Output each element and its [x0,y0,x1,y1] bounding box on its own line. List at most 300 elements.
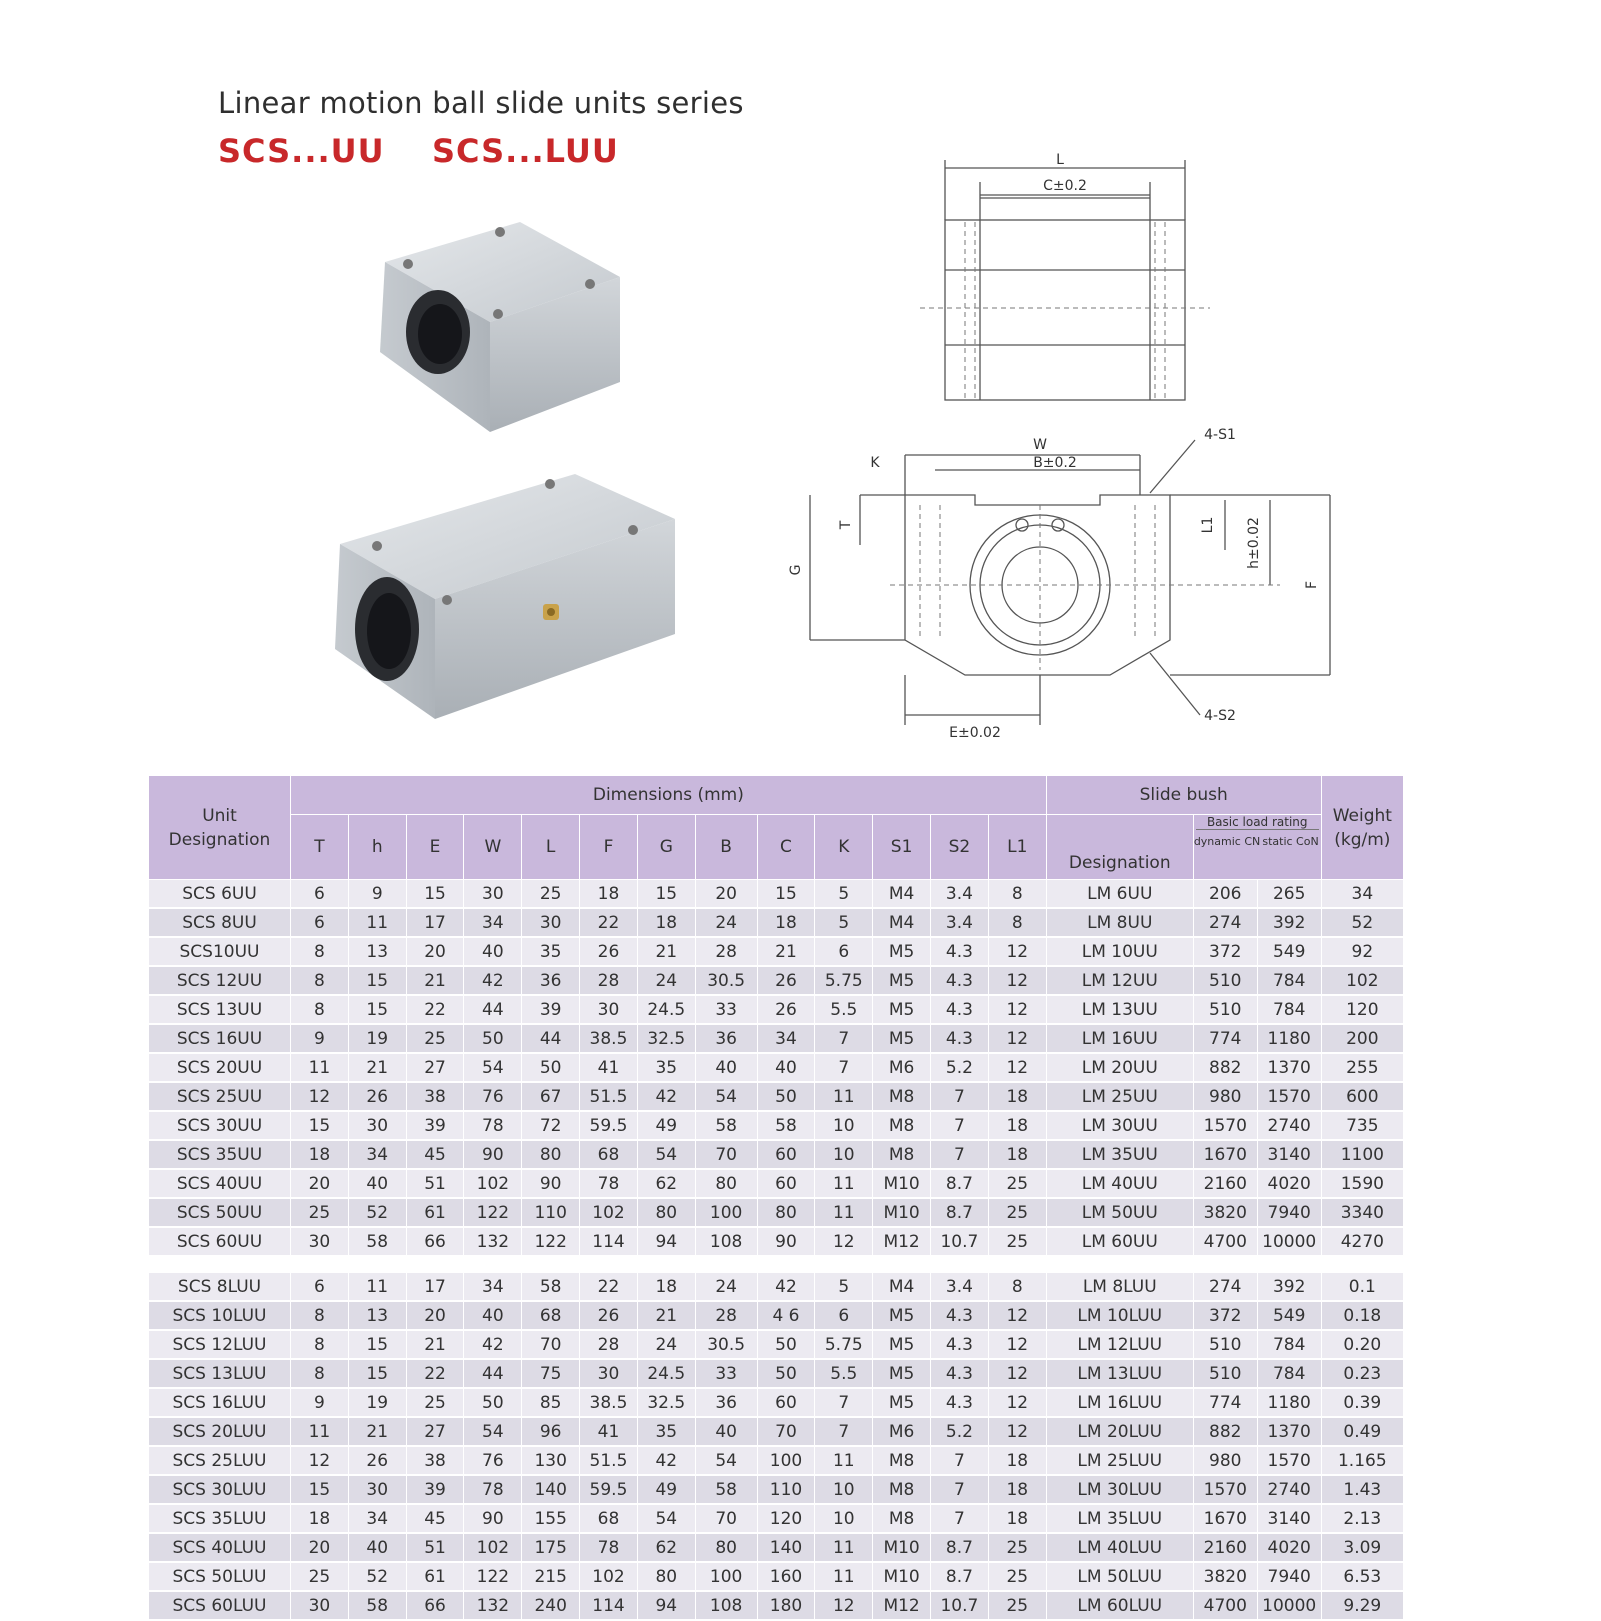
unit-designation-cell: SCS 50LUU [149,1563,291,1592]
table-cell: 94 [638,1592,696,1621]
table-cell: 510 [1194,996,1258,1025]
table-cell: 7940 [1258,1563,1322,1592]
table-cell: 8 [989,1273,1047,1302]
table-cell: 10 [815,1505,873,1534]
table-cell: 4700 [1194,1592,1258,1621]
table-row [149,996,1404,1025]
table-cell: 8.7 [931,1170,989,1199]
table-row [149,1447,1404,1476]
table-cell: 0.20 [1322,1331,1404,1360]
table-cell: 25 [989,1199,1047,1228]
table-cell: M5 [873,938,931,967]
table-cell: 122 [464,1563,522,1592]
table-cell: 600 [1322,1083,1404,1112]
section-gap-cell [149,1257,1404,1273]
dim-T: T [838,520,854,530]
table-cell: 0.23 [1322,1360,1404,1389]
table-cell: 8 [291,1302,349,1331]
table-row [149,938,1404,967]
table-cell: 7 [931,1447,989,1476]
col-C: C [758,815,816,880]
table-cell: 18 [989,1447,1047,1476]
table-cell: 18 [638,909,696,938]
spec-table [149,776,1404,1621]
table-row [149,967,1404,996]
table-cell: 7 [931,1505,989,1534]
bush-designation-cell: LM 16LUU [1047,1389,1194,1418]
table-cell: 90 [464,1505,522,1534]
table-cell: 8 [291,996,349,1025]
dim-L1: L1 [1200,516,1216,534]
table-cell: 8 [291,1360,349,1389]
bush-designation-cell: LM 40UU [1047,1170,1194,1199]
col-E: E [407,815,465,880]
table-cell: 60 [758,1141,816,1170]
table-cell: 10000 [1258,1228,1322,1257]
table-cell: 24.5 [638,996,696,1025]
table-cell: 54 [696,1447,758,1476]
table-cell: 510 [1194,1360,1258,1389]
table-cell: 10.7 [931,1228,989,1257]
table-cell: 3820 [1194,1199,1258,1228]
table-cell: 7 [815,1418,873,1447]
table-cell: 18 [638,1273,696,1302]
table-cell: 45 [407,1141,465,1170]
table-cell: 3340 [1322,1199,1404,1228]
table-cell: 25 [989,1563,1047,1592]
table-cell: 12 [815,1228,873,1257]
table-cell: 17 [407,909,465,938]
table-cell: 25 [522,880,580,909]
table-cell: 44 [464,1360,522,1389]
table-cell: 42 [638,1447,696,1476]
col-W: W [464,815,522,880]
table-cell: 39 [407,1476,465,1505]
table-cell: 72 [522,1112,580,1141]
table-cell: 12 [989,1302,1047,1331]
table-cell: 61 [407,1199,465,1228]
table-cell: 5.5 [815,996,873,1025]
weight-header: Weight (kg/m) [1322,776,1404,880]
table-cell: 70 [696,1141,758,1170]
table-cell: M10 [873,1563,931,1592]
table-cell: 34 [464,909,522,938]
table-cell: 49 [638,1112,696,1141]
table-cell: 39 [407,1112,465,1141]
table-cell: 30 [522,909,580,938]
table-cell: M6 [873,1054,931,1083]
table-cell: 22 [407,996,465,1025]
col-L1: L1 [989,815,1047,880]
table-cell: 102 [464,1534,522,1563]
bush-designation-cell: LM 13LUU [1047,1360,1194,1389]
table-cell: 44 [522,1025,580,1054]
table-cell: 44 [464,996,522,1025]
table-cell: 10.7 [931,1592,989,1621]
table-cell: 155 [522,1505,580,1534]
table-cell: 20 [407,1302,465,1331]
col-S2: S2 [931,815,989,880]
table-cell: 9 [349,880,407,909]
table-cell: 51 [407,1170,465,1199]
table-row [149,1273,1404,1302]
table-cell: 18 [989,1083,1047,1112]
table-cell: M5 [873,1389,931,1418]
table-cell: 25 [989,1228,1047,1257]
table-cell: 20 [291,1534,349,1563]
table-cell: 0.39 [1322,1389,1404,1418]
table-cell: 1570 [1258,1447,1322,1476]
table-cell: 4.3 [931,1025,989,1054]
table-cell: 30.5 [696,1331,758,1360]
table-cell: 27 [407,1418,465,1447]
table-cell: 6.53 [1322,1563,1404,1592]
table-cell: 0.1 [1322,1273,1404,1302]
scs-uu-photo [380,222,640,442]
table-cell: 510 [1194,1331,1258,1360]
table-cell: 80 [638,1199,696,1228]
table-cell: 30 [580,996,638,1025]
table-cell: 110 [522,1199,580,1228]
table-cell: 120 [1322,996,1404,1025]
table-row [149,1302,1404,1331]
dim-B: B±0.2 [1033,455,1077,471]
table-cell: 21 [349,1418,407,1447]
table-cell: 58 [349,1592,407,1621]
top-view-drawing [920,150,1220,420]
table-cell: 54 [696,1083,758,1112]
table-cell: 38.5 [580,1389,638,1418]
table-cell: 0.49 [1322,1418,1404,1447]
table-cell: 3.4 [931,909,989,938]
bush-designation-cell: LM 50LUU [1047,1563,1194,1592]
table-cell: 15 [349,1331,407,1360]
table-cell: 12 [989,1331,1047,1360]
dim-h: h±0.02 [1246,517,1262,569]
table-cell: 5.5 [815,1360,873,1389]
table-cell: M12 [873,1592,931,1621]
table-cell: 1570 [1258,1083,1322,1112]
table-cell: 160 [758,1563,816,1592]
table-cell: 8 [989,880,1047,909]
table-cell: 85 [522,1389,580,1418]
unit-designation-cell: SCS 40UU [149,1170,291,1199]
table-cell: 68 [580,1141,638,1170]
table-cell: 40 [349,1534,407,1563]
bush-designation-cell: LM 60UU [1047,1228,1194,1257]
table-cell: M10 [873,1199,931,1228]
dim-C: C±0.2 [1043,178,1087,194]
bush-designation-cell: LM 8LUU [1047,1273,1194,1302]
designation-header: Designation [1047,815,1194,880]
table-cell: 94 [638,1228,696,1257]
table-cell: 980 [1194,1447,1258,1476]
table-row [149,1054,1404,1083]
table-cell: 28 [580,967,638,996]
table-cell: 80 [696,1534,758,1563]
table-cell: 774 [1194,1025,1258,1054]
table-cell: 774 [1194,1389,1258,1418]
scs-luu-photo [335,474,695,744]
table-cell: 58 [696,1112,758,1141]
table-cell: 25 [291,1199,349,1228]
table-cell: 5 [815,880,873,909]
series-luu-label: SCS...LUU [432,132,619,170]
table-cell: 5 [815,1273,873,1302]
dim-E: E±0.02 [949,725,1001,741]
unit-designation-cell: SCS 12UU [149,967,291,996]
bush-designation-cell: LM 40LUU [1047,1534,1194,1563]
table-cell: 34 [1322,880,1404,909]
table-cell: 15 [638,880,696,909]
table-cell: 25 [989,1534,1047,1563]
table-cell: 50 [758,1360,816,1389]
table-cell: 78 [580,1534,638,1563]
table-cell: 8.7 [931,1199,989,1228]
unit-designation-cell: SCS 40LUU [149,1534,291,1563]
unit-designation-cell: SCS 8LUU [149,1273,291,1302]
table-cell: 52 [349,1199,407,1228]
table-cell: 2740 [1258,1476,1322,1505]
bush-designation-cell: LM 35LUU [1047,1505,1194,1534]
table-cell: 19 [349,1389,407,1418]
table-row [149,1331,1404,1360]
table-cell: 75 [522,1360,580,1389]
table-cell: 274 [1194,1273,1258,1302]
table-cell: 140 [758,1534,816,1563]
table-cell: M4 [873,909,931,938]
bush-designation-cell: LM 8UU [1047,909,1194,938]
table-cell: M12 [873,1228,931,1257]
table-cell: 38 [407,1083,465,1112]
table-cell: 70 [522,1331,580,1360]
table-cell: 40 [464,1302,522,1331]
table-cell: 42 [638,1083,696,1112]
table-cell: 66 [407,1592,465,1621]
bush-designation-cell: LM 13UU [1047,996,1194,1025]
table-cell: 34 [349,1505,407,1534]
table-cell: 24 [696,909,758,938]
front-view-drawing [788,425,1360,755]
table-cell: 20 [696,880,758,909]
table-cell: 34 [464,1273,522,1302]
table-cell: 8 [291,967,349,996]
table-cell: 7940 [1258,1199,1322,1228]
table-cell: 1100 [1322,1141,1404,1170]
table-row [149,880,1404,909]
table-cell: 51.5 [580,1447,638,1476]
page-title: Linear motion ball slide units series [218,86,744,120]
table-cell: M8 [873,1112,931,1141]
table-cell: 11 [815,1534,873,1563]
table-cell: 19 [349,1025,407,1054]
table-cell: 8 [989,909,1047,938]
table-cell: M4 [873,880,931,909]
section-gap [149,1257,1404,1273]
table-cell: 4.3 [931,967,989,996]
table-row [149,1025,1404,1054]
table-cell: 372 [1194,1302,1258,1331]
table-cell: 200 [1322,1025,1404,1054]
table-cell: 4.3 [931,996,989,1025]
table-cell: 49 [638,1476,696,1505]
table-cell: 15 [349,996,407,1025]
table-cell: 13 [349,1302,407,1331]
table-cell: 78 [464,1476,522,1505]
table-cell: 50 [522,1054,580,1083]
dim-L: L [1056,152,1064,168]
table-cell: 42 [464,967,522,996]
table-cell: 41 [580,1054,638,1083]
table-cell: 67 [522,1083,580,1112]
unit-designation-cell: SCS 12LUU [149,1331,291,1360]
unit-designation-cell: SCS10UU [149,938,291,967]
table-cell: 130 [522,1447,580,1476]
table-cell: 25 [989,1592,1047,1621]
table-cell: 4.3 [931,1360,989,1389]
table-cell: 4.3 [931,1302,989,1331]
table-cell: 6 [815,1302,873,1331]
table-cell: 33 [696,1360,758,1389]
table-cell: 108 [696,1228,758,1257]
table-cell: 36 [696,1389,758,1418]
table-cell: 18 [989,1505,1047,1534]
col-S1: S1 [873,815,931,880]
table-cell: 28 [696,938,758,967]
bush-designation-cell: LM 12UU [1047,967,1194,996]
table-cell: 11 [291,1054,349,1083]
table-cell: 882 [1194,1054,1258,1083]
table-cell: M10 [873,1170,931,1199]
table-cell: 6 [291,1273,349,1302]
unit-designation-cell: SCS 35LUU [149,1505,291,1534]
table-cell: 1370 [1258,1418,1322,1447]
table-cell: 1.43 [1322,1476,1404,1505]
dim-K: K [870,455,880,471]
table-cell: M8 [873,1141,931,1170]
table-cell: 90 [522,1170,580,1199]
unit-designation-cell: SCS 20LUU [149,1418,291,1447]
table-cell: 1670 [1194,1505,1258,1534]
table-row [149,1228,1404,1257]
table-cell: 2.13 [1322,1505,1404,1534]
table-row [149,1592,1404,1621]
table-cell: 1670 [1194,1141,1258,1170]
table-row [149,1170,1404,1199]
table-cell: 70 [696,1505,758,1534]
table-cell: 15 [291,1112,349,1141]
table-row [149,1389,1404,1418]
table-cell: 215 [522,1563,580,1592]
bush-designation-cell: LM 16UU [1047,1025,1194,1054]
table-cell: 51 [407,1534,465,1563]
table-cell: 122 [522,1228,580,1257]
table-cell: 59.5 [580,1112,638,1141]
table-row [149,1534,1404,1563]
table-cell: 0.18 [1322,1302,1404,1331]
table-cell: 25 [989,1170,1047,1199]
table-cell: M10 [873,1534,931,1563]
table-cell: 80 [758,1199,816,1228]
table-cell: 17 [407,1273,465,1302]
table-cell: 52 [1322,909,1404,938]
table-cell: 20 [407,938,465,967]
table-cell: M5 [873,996,931,1025]
table-cell: 92 [1322,938,1404,967]
table-cell: 4.3 [931,1331,989,1360]
table-cell: 51.5 [580,1083,638,1112]
table-cell: 114 [580,1228,638,1257]
table-cell: 1570 [1194,1112,1258,1141]
table-cell: 12 [815,1592,873,1621]
table-cell: M8 [873,1505,931,1534]
table-cell: 76 [464,1447,522,1476]
table-cell: 80 [638,1563,696,1592]
table-cell: 3.4 [931,880,989,909]
table-cell: 12 [989,967,1047,996]
table-cell: 175 [522,1534,580,1563]
table-cell: 372 [1194,938,1258,967]
table-cell: 549 [1258,938,1322,967]
table-cell: 21 [407,1331,465,1360]
table-row [149,1112,1404,1141]
table-cell: 40 [464,938,522,967]
col-K: K [815,815,873,880]
unit-designation-cell: SCS 8UU [149,909,291,938]
unit-designation-cell: SCS 16LUU [149,1389,291,1418]
table-cell: 90 [758,1228,816,1257]
table-cell: 5.75 [815,967,873,996]
table-row [149,1476,1404,1505]
table-cell: 2160 [1194,1534,1258,1563]
table-cell: 24 [638,1331,696,1360]
dim-W: W [1033,437,1047,453]
table-cell: 132 [464,1592,522,1621]
table-cell: 11 [815,1199,873,1228]
dim-G: G [788,564,804,576]
table-cell: 21 [758,938,816,967]
table-cell: 5.75 [815,1331,873,1360]
table-cell: 108 [696,1592,758,1621]
table-cell: 58 [522,1273,580,1302]
table-row [149,909,1404,938]
table-cell: 41 [580,1418,638,1447]
table-cell: M6 [873,1418,931,1447]
table-cell: 24 [696,1273,758,1302]
table-row [149,1083,1404,1112]
table-cell: 76 [464,1083,522,1112]
table-cell: 68 [580,1505,638,1534]
table-cell: 21 [349,1054,407,1083]
dim-S2: 4-S2 [1204,708,1236,724]
table-cell: 882 [1194,1418,1258,1447]
table-cell: 11 [815,1563,873,1592]
table-cell: 80 [522,1141,580,1170]
table-cell: 8 [291,938,349,967]
table-cell: 12 [989,1360,1047,1389]
table-cell: 4020 [1258,1170,1322,1199]
table-row [149,1360,1404,1389]
table-cell: 510 [1194,967,1258,996]
table-cell: 13 [349,938,407,967]
table-cell: 40 [696,1418,758,1447]
unit-designation-cell: SCS 30LUU [149,1476,291,1505]
table-cell: 6 [291,909,349,938]
table-cell: 18 [758,909,816,938]
table-cell: 18 [291,1141,349,1170]
table-cell: 206 [1194,880,1258,909]
basic-load-rating-label: Basic load rating [1196,815,1319,830]
